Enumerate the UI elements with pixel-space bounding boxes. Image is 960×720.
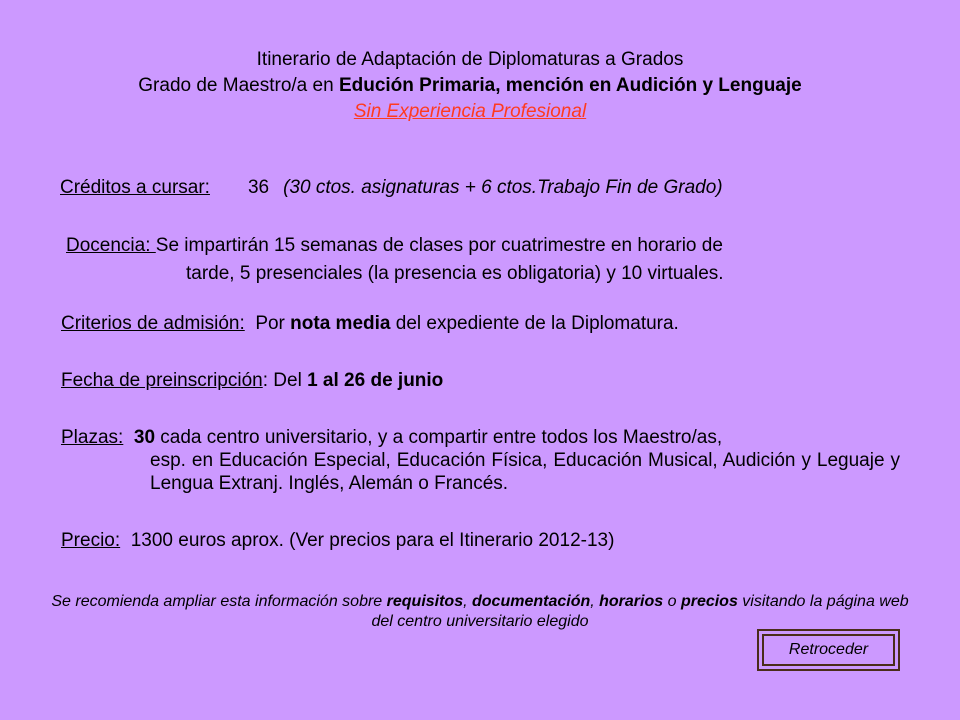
title-line-1: Itinerario de Adaptación de Diplomaturas a Grados [256, 49, 684, 70]
criterios-row [61, 312, 679, 336]
precio-text: 1300 euros aprox. (Ver precios para el Itinerario 2012-13) [130, 530, 615, 551]
criterios-post: del expediente de la Diplomatura. [390, 313, 679, 334]
note-text-5: visitando la página web del centro universitario elegido [371, 593, 909, 630]
note-text-3: , [590, 593, 600, 610]
creditos-detail: (30 ctos. asignaturas + 6 ctos.Trabajo Fin de Grado) [283, 177, 723, 198]
criterios-bold: nota media [290, 313, 391, 334]
docencia-row [66, 234, 723, 258]
creditos-label: Créditos a cursar: [60, 177, 210, 198]
docencia-label: Docencia: [66, 235, 156, 256]
fecha-dates: 1 al 26 de junio [307, 370, 444, 391]
note-requisitos: requisitos [386, 593, 464, 610]
note-documentacion: documentación [472, 593, 591, 610]
plazas-count: 30 [133, 427, 156, 448]
sin-experiencia-link[interactable]: Sin Experiencia Profesional [353, 101, 587, 122]
plazas-line-1: cada centro universitario, y a compartir entre todos los Maestro/as, [155, 427, 723, 448]
recommendation-note [40, 592, 920, 632]
plazas-row [61, 426, 722, 449]
plazas-label: Plazas: [61, 427, 124, 448]
note-text-1: Se recomienda ampliar esta información sobre [51, 593, 387, 610]
note-text-2: , [463, 593, 472, 610]
docencia-line-2: tarde, 5 presenciales (la presencia es obligatoria) y 10 virtuales. [186, 263, 724, 284]
title-line-2-prefix: Grado de Maestro/a en [138, 75, 339, 96]
creditos-value: 36 [247, 177, 270, 198]
note-precios: precios [680, 593, 738, 610]
plazas-body: esp. en Educación Especial, Educación Física, Educación Musical, Audición y Leguaje y Lengua Extranj. Inglés, Alemán o Francés. [150, 450, 900, 494]
precio-row [61, 529, 614, 553]
note-text-4: o [663, 593, 681, 610]
fecha-pre: : Del [262, 370, 308, 391]
docencia-line-1: Se impartirán 15 semanas de clases por cuatrimestre en horario de [155, 235, 723, 256]
creditos-row [60, 176, 723, 200]
retroceder-label: Retroceder [762, 634, 895, 666]
title-block [0, 47, 940, 125]
note-horarios: horarios [599, 593, 664, 610]
criterios-pre: Por [255, 313, 291, 334]
degree-name: Edución Primaria, mención en Audición y Lenguaje [338, 75, 802, 96]
criterios-label: Criterios de admisión: [61, 313, 245, 334]
fecha-label: Fecha de preinscripción [61, 370, 263, 391]
precio-label: Precio: [61, 530, 121, 551]
fecha-row [61, 369, 443, 393]
title-line-2 [0, 73, 940, 99]
retroceder-button[interactable] [757, 629, 900, 671]
